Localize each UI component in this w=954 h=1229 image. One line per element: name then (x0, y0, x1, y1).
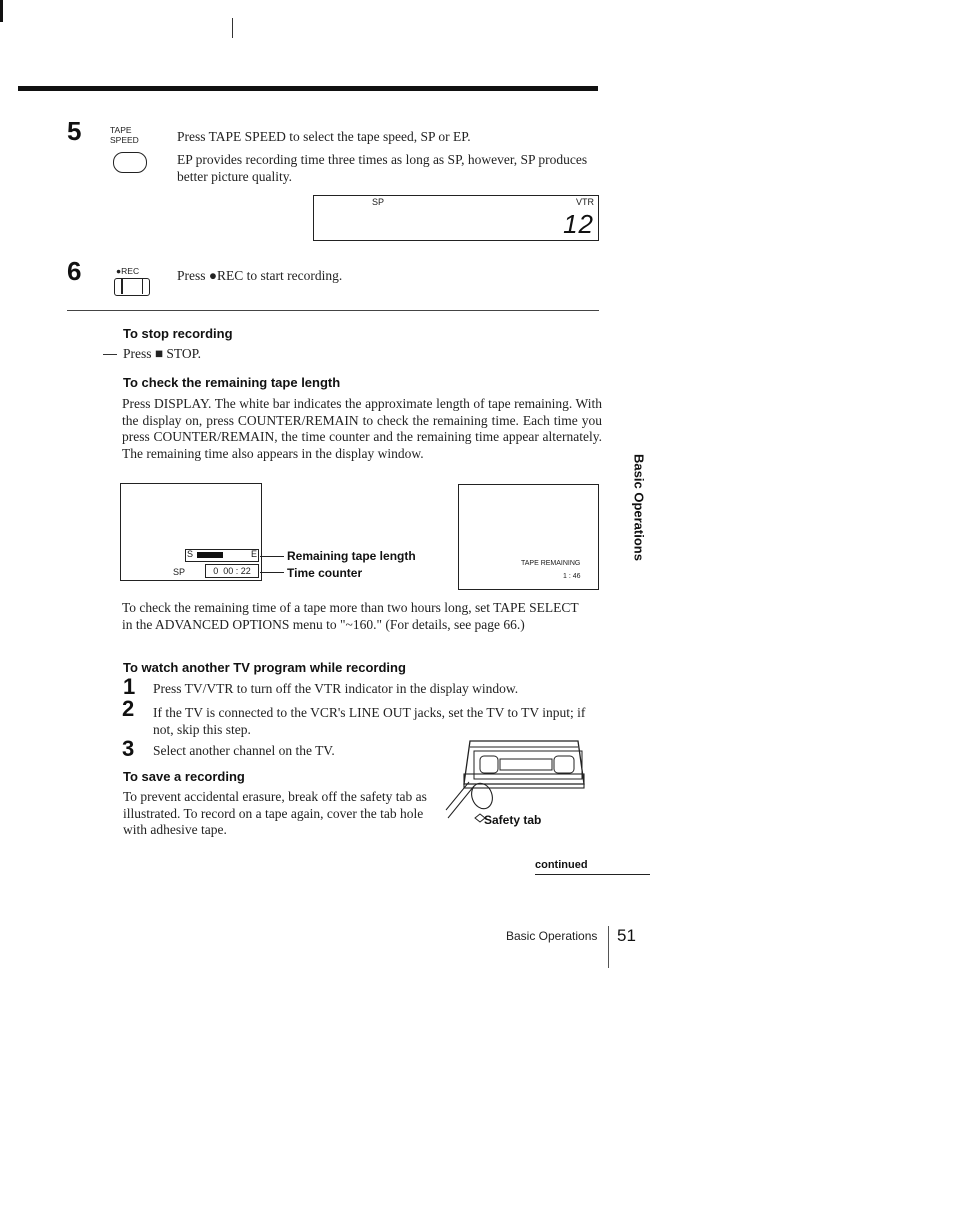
bar-start-label: S (187, 549, 194, 559)
display-window-illustration (458, 484, 599, 590)
watch-step-1-text: Press TV/VTR to turn off the VTR indicator in the display window. (153, 681, 519, 696)
continued-rule (535, 874, 650, 875)
safety-tab-label: Safety tab (484, 813, 542, 827)
tv-screen-illustration (120, 483, 262, 581)
save-text: To prevent accidental erasure, break off the safety tab as illustrated. To record on a tape again, cover the tab hole with adhesive tape. (123, 789, 427, 837)
time-counter-display: 0 00 : 22 (205, 564, 259, 578)
save-heading: To save a recording (123, 769, 245, 784)
watch-heading: To watch another TV program while recording (123, 660, 406, 675)
counter-leader-line (260, 572, 284, 573)
stop-arrow-mark (103, 354, 117, 355)
watch-step-3-number: 3 (122, 736, 135, 761)
continued-label: continued (535, 859, 588, 871)
rec-button-label: ●REC (116, 266, 140, 276)
footer-section-title: Basic Operations (506, 929, 598, 943)
check-note: To check the remaining time of a tape more than two hours long, set TAPE SELECT in the ADVANCED OPTIONS menu to "~160." (For details, see page 66.) (122, 600, 579, 632)
page-number: 51 (617, 926, 636, 945)
remaining-leader-line (260, 556, 284, 557)
remaining-tape-label: Remaining tape length (287, 549, 416, 563)
remaining-tape-bar (185, 549, 259, 562)
top-rule (18, 86, 598, 91)
side-tab-basic-operations: Basic Operations (631, 454, 647, 561)
bar-end-label: E (250, 549, 257, 559)
footer-divider (608, 926, 609, 968)
tape-speed-button-label: TAPE SPEED (110, 125, 139, 145)
time-counter-label: Time counter (287, 566, 363, 580)
display-channel: 12 (563, 209, 594, 239)
tape-speed-button-icon (113, 152, 147, 173)
screen-speed: SP (173, 567, 186, 577)
step5-note: EP provides recording time three times as long as SP, however, SP produces better picture quality. (177, 152, 588, 184)
section-divider (67, 310, 599, 311)
stop-heading: To stop recording (123, 326, 233, 341)
check-heading: To check the remaining tape length (123, 375, 341, 390)
stop-text: Press ■ STOP. (123, 346, 202, 361)
remaining-tape-fill (197, 552, 223, 558)
step5-text: Press TAPE SPEED to select the tape speed, SP or EP. (177, 129, 471, 144)
display-speed: SP (372, 197, 385, 207)
stray-mark (232, 18, 233, 38)
step-number-5: 5 (67, 116, 82, 146)
step6-text: Press ●REC to start recording. (177, 268, 343, 283)
watch-step-2-number: 2 (122, 696, 135, 721)
display-vtr-indicator: VTR (576, 197, 594, 207)
vcr-display-window (313, 195, 599, 241)
tape-remaining-value: 1 : 46 (563, 573, 581, 580)
watch-step-3-text: Select another channel on the TV. (153, 743, 335, 758)
rec-button-icon (114, 278, 150, 296)
watch-step-2-text: If the TV is connected to the VCR's LINE OUT jacks, set the TV to TV input; if not, skip this step. (153, 705, 586, 737)
step-number-6: 6 (67, 256, 82, 286)
left-edge-mark (0, 0, 3, 22)
check-text: Press DISPLAY. The white bar indicates the approximate length of tape remaining. With the display on, press COUNTER/REMAIN to check the remaining time. Each time you press COUNTER/REMAIN, the time counter and the remaining time appear alternately. The remaining time also appears in the display window. (122, 396, 602, 461)
tape-remaining-label: TAPE REMAINING (521, 560, 581, 567)
watch-step-1-number: 1 (123, 674, 136, 699)
